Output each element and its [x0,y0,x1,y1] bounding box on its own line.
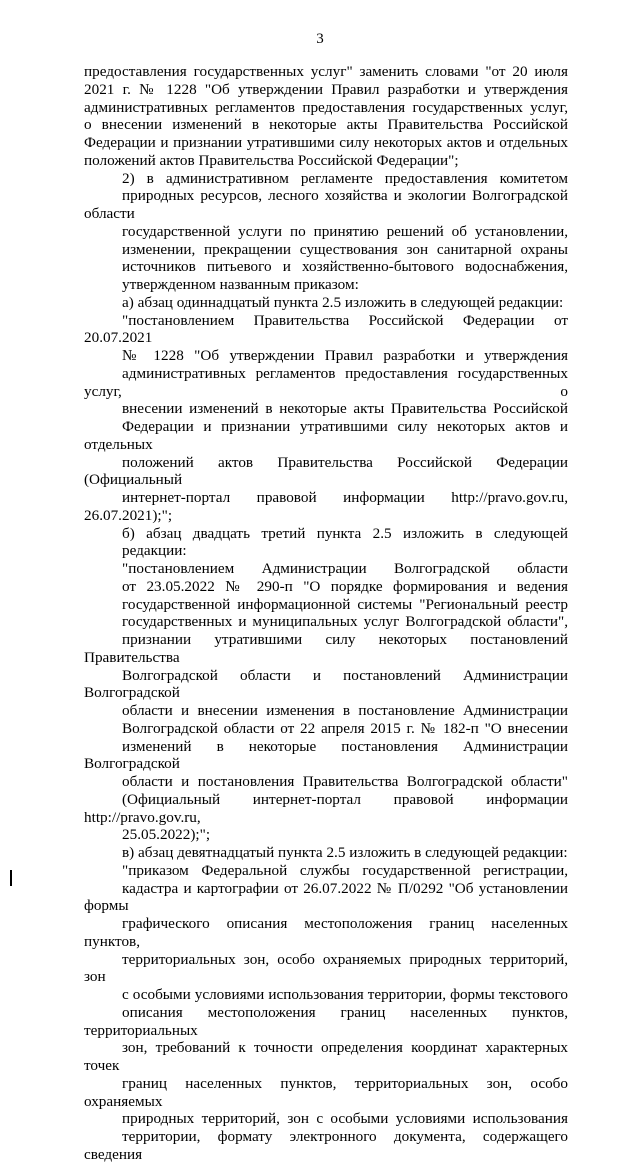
text-line: графического описания местоположения границ населенных пунктов, [84,915,568,950]
text-line: Федерации и признании утратившими силу некоторых актов и отдельных [84,418,568,453]
text-line: а) абзац одиннадцатый пункта 2.5 изложить в следующей редакции: [122,293,564,311]
text-line: природных ресурсов, лесного хозяйства и экологии Волгоградской области [84,187,568,222]
paragraph [84,525,568,561]
text-line: "постановлением Администрации Волгоградской области [122,560,568,577]
text-line: территориальных зон, особо охраняемых природных территорий, зон [84,950,568,986]
paragraph [84,862,568,1164]
text-line: в) абзац девятнадцатый пункта 2.5 изложить в следующей редакции: [122,844,568,861]
text-line: редакции: [122,542,187,560]
text-line: положений актов Правительства Российской Федерации (Официальный [84,453,568,489]
text-line: 2) в административном регламенте предоставления комитетом [122,169,568,187]
scan-edge-mark [10,870,12,886]
paragraph [84,312,568,525]
text-line: интернет-портал правовой информации http://pravo.gov.ru, 26.07.2021);"; [84,489,568,524]
text-line: (Официальный интернет-портал правовой информации http://pravo.gov.ru, [84,790,568,826]
text-line: утвержденном названным приказом: [122,276,359,293]
text-line: б) абзац двадцать третий пункта 2.5 изложить в следующей [122,524,568,542]
paragraph [84,63,568,170]
text-line: положений актов Правительства Российской Федерации"; [84,151,459,169]
text-line: зон, требований к точности определения координат характерных точек [84,1039,568,1074]
paragraph [84,170,568,294]
document-body [84,63,568,1164]
text-line: государственной услуги по принятию решений об установлении, [122,222,568,240]
paragraph [84,844,568,862]
text-line: территории, формату электронного документа, содержащего сведения [84,1128,568,1163]
text-line: области и постановления Правительства Волгоградской области" [122,773,568,790]
text-line: Волгоградской области и постановлений Администрации Волгоградской [84,666,568,702]
text-line: государственных и муниципальных услуг Волгоградской области", [122,613,568,631]
text-line: государственной информационной системы "Региональный реестр [122,595,568,613]
text-line: 2021 г. № 1228 "Об утверждении Правил разработки и утверждения [84,80,568,98]
text-line: природных территорий, зон с особыми условиями использования [122,1110,568,1128]
text-line: "приказом Федеральной службы государственной регистрации, [122,861,568,879]
text-line: источников питьевого и хозяйственно-бытового водоснабжения, [122,258,568,276]
text-line: "постановлением Правительства Российской Федерации от 20.07.2021 [84,311,568,347]
text-line: с особыми условиями использования территории, формы текстового [122,986,568,1003]
text-line: Волгоградской области от 22 апреля 2015 г. № 182-п "О внесении [122,719,568,737]
text-line: 25.05.2022);"; [122,826,211,844]
text-line: изменении, прекращении существования зон санитарной охраны [122,240,568,258]
text-line: административных регламентов предоставления государственных услуг, о [84,364,568,400]
page-number: 3 [316,31,324,47]
text-line: кадастра и картографии от 26.07.2022 № П/0292 "Об установлении формы [84,879,568,915]
text-line: № 1228 "Об утверждении Правил разработки и утверждения [122,347,568,364]
text-line: о внесении изменений в некоторые акты Правительства Российской [84,116,568,134]
text-line: Федерации и признании утратившими силу некоторых актов и отдельных [84,134,568,151]
paragraph [84,294,568,312]
text-line: административных регламентов предоставления государственных услуг, [84,98,568,116]
text-line: описания местоположения границ населенных пунктов, территориальных [84,1003,568,1039]
text-line: области и внесении изменения в постановление Администрации [122,702,568,719]
paragraph [84,560,568,844]
text-line: изменений в некоторые постановления Администрации Волгоградской [84,737,568,773]
text-line: внесении изменений в некоторые акты Правительства Российской [122,400,568,418]
text-line: от 23.05.2022 № 290-п "О порядке формирования и ведения [122,577,568,595]
text-line: границ населенных пунктов, территориальных зон, особо охраняемых [84,1074,568,1110]
text-line: признании утратившими силу некоторых постановлений Правительства [84,631,568,666]
text-line: предоставления государственных услуг" заменить словами "от 20 июля [84,63,568,80]
